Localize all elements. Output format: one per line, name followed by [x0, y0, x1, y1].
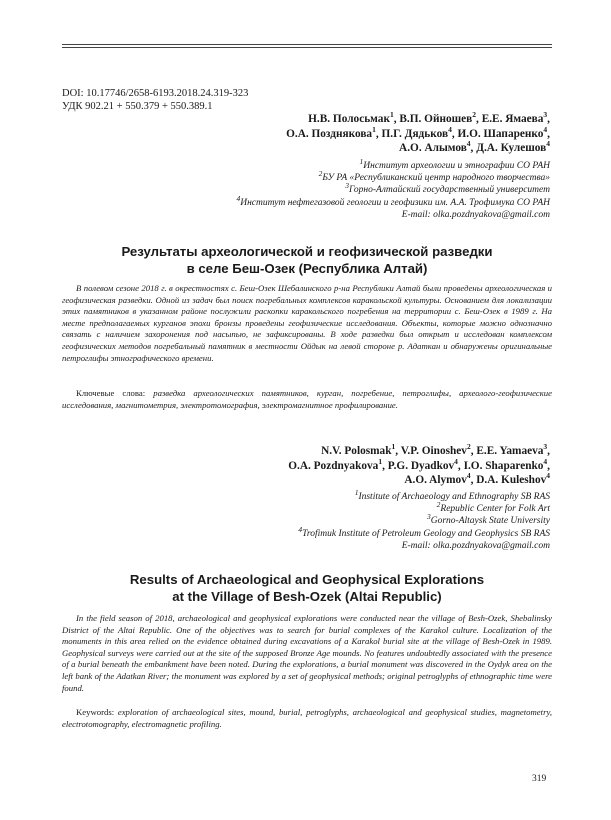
- affiliation-mark: 2: [318, 169, 323, 179]
- author-affiliation-mark: 4: [543, 456, 548, 466]
- author-affiliation-mark: 2: [466, 442, 471, 452]
- author-line: [130, 124, 550, 142]
- author-separator: ,: [382, 459, 388, 472]
- affiliation: [90, 500, 550, 515]
- author-name: Д.А. Кулешов: [476, 142, 547, 154]
- affiliation-text: Gorno-Altaysk State University: [430, 516, 550, 527]
- author-line: [130, 141, 550, 156]
- author-affiliation-mark: 4: [543, 124, 548, 134]
- contact-email[interactable]: [90, 540, 550, 552]
- affiliation-mark: 1: [354, 487, 359, 497]
- affiliation-text: Институт нефтегазовой геологии и геофизики им. А.А. Трофимука СО РАН: [240, 197, 550, 208]
- affiliation-text: Republic Center for Folk Art: [440, 504, 550, 515]
- author-affiliation-mark: 4: [466, 471, 471, 481]
- author-separator: ,: [470, 474, 477, 486]
- author-name: И.О. Шапаренко: [457, 127, 544, 140]
- author-name: П.Г. Дядьков: [381, 127, 449, 140]
- abstract-ru-text: В полевом сезоне 2018 г. в окрестностях с. Беш-Озек Шебалинского р-на Республики Алтай были проведены археологическая и геофизическая разведки. Одной из задач был поиск погребальных комплексов каракольской культуры. Основанием для локализации этих памятников в указанном районе послужили раскопки каракольского погребения на территории с. Беш-Озек в 1989 г. На месте предполагаемых курганов эпохи бронзы проведены геофизические исследования. Объекты, которые можно однозначно связать с наличием захоронения под насыпью, не зафиксированы. В ходе разведки был открыт и исследован комплексом геофизических методов погребальный памятник в местности Ойдык на левой стороне р. Адаткан и обнаружены оригинальные петроглифы этнографического времени.: [62, 283, 552, 363]
- affiliation-mark: 2: [436, 500, 441, 510]
- author-separator: ,: [547, 445, 550, 457]
- author-affiliation-mark: 1: [389, 110, 394, 120]
- affiliation: [90, 193, 550, 209]
- author-affiliation-mark: 4: [546, 139, 550, 149]
- title-en: [62, 571, 552, 605]
- affiliation-mark: 3: [345, 181, 349, 191]
- author-name: В.П. Ойношев: [399, 113, 473, 125]
- affiliations-en: [90, 487, 550, 552]
- affiliation-mark: 4: [236, 193, 241, 203]
- author-line: [130, 112, 550, 127]
- author-name: V.P. Oinoshev: [400, 445, 467, 457]
- author-separator: ,: [547, 127, 550, 140]
- affiliation-mark: 3: [426, 512, 431, 522]
- title-ru-line-2: в селе Беш-Озек (Республика Алтай): [186, 261, 428, 276]
- title-en-line-1: Results of Archaeological and Geophysical Explorations: [129, 572, 485, 587]
- page-number: 319: [532, 774, 547, 784]
- title-ru-line-1: Результаты археологической и геофизической разведки: [121, 244, 493, 259]
- doi[interactable]: DOI: 10.17746/2658-6193.2018.24.319-323: [62, 88, 249, 99]
- affiliation: [90, 169, 550, 184]
- affiliation-text: Institute of Archaeology and Ethnography SB RAS: [358, 492, 550, 502]
- affiliation-text: Горно-Алтайский государственный университет: [348, 185, 550, 196]
- author-affiliation-mark: 4: [448, 124, 452, 134]
- author-name: D.A. Kuleshov: [476, 474, 547, 486]
- keywords-ru-text: разведка археологических памятников, курган, погребение, петроглифы, археолого-геофизические исследования, магнитометрия, электротомография, электромагнитное профилирование.: [62, 388, 552, 410]
- keywords-ru-label: Ключевые слова:: [76, 388, 154, 398]
- affiliation-text: E-mail: olka.pozdnyakova@gmail.com: [401, 209, 550, 220]
- author-separator: ,: [375, 127, 382, 140]
- header-rule-top: [62, 44, 552, 45]
- title-en-line-2: at the Village of Besh-Ozek (Altai Republic): [172, 589, 442, 604]
- affiliations-ru: [90, 156, 550, 221]
- author-affiliation-mark: 1: [378, 456, 383, 466]
- author-affiliation-mark: 4: [454, 456, 458, 466]
- affiliation-text: E-mail: olka.pozdnyakova@gmail.com: [401, 540, 550, 551]
- keywords-en-text: exploration of archaeological sites, mound, burial, petroglyphs, archaeological and geophysical studies, magnetometry, electrotomography, electromagnetic profiling.: [62, 707, 553, 729]
- author-name: Н.В. Полосьмак: [308, 113, 390, 125]
- author-separator: ,: [393, 113, 400, 125]
- author-separator: ,: [395, 445, 401, 457]
- contact-email[interactable]: [90, 209, 550, 221]
- affiliation-text: Trofimuk Institute of Petroleum Geology and Geophysics SB RAS: [302, 528, 550, 539]
- keywords-ru: [62, 388, 552, 411]
- affiliation: [90, 181, 550, 196]
- author-name: E.E. Yamaeva: [476, 445, 544, 457]
- affiliation-mark: 4: [298, 524, 303, 534]
- author-separator: ,: [451, 127, 458, 140]
- title-ru: [62, 243, 552, 277]
- author-separator: ,: [457, 459, 464, 472]
- author-name: Е.Е. Ямаева: [481, 113, 544, 125]
- author-line: [130, 473, 550, 488]
- header-rule-bottom: [62, 47, 552, 48]
- author-affiliation-mark: 4: [546, 471, 550, 481]
- author-name: P.G. Dyadkov: [387, 459, 455, 472]
- affiliation: [90, 487, 550, 503]
- author-line: [130, 456, 550, 474]
- authors-ru: [130, 112, 550, 156]
- author-affiliation-mark: 3: [543, 442, 548, 452]
- author-separator: ,: [470, 142, 477, 154]
- author-name: I.O. Shaparenko: [463, 459, 544, 472]
- author-name: А.О. Алымов: [399, 142, 467, 154]
- author-affiliation-mark: 1: [372, 124, 376, 134]
- abstract-en-text: In the field season of 2018, archaeological and geophysical explorations were conducted near the village of Besh-Ozek, Shebalinsky District of the Altai Republic. One of the objectives was to search for burial complexes of the Karakol culture. Localization of the monuments in this area relied on the evidence obtained during excavations of a Karakol burial site at the village of Besh-Ozek in 1989. Geophysical surveys were carried out at the site of the supposed Bronze Age mounds. No features undoubtedly associated with the presence of a burial beneath the embankment have been noted. During the explorations, a burial monument was discovered in the Oydyk area on the left bank of the Adatkan River; the monument was explored by a set of geophysical methods; original petroglyphs of ethnographic time were found.: [62, 613, 552, 693]
- article-meta: [62, 87, 248, 113]
- author-name: N.V. Polosmak: [321, 445, 392, 457]
- affiliation: [90, 524, 550, 540]
- author-affiliation-mark: 4: [466, 139, 471, 149]
- author-name: O.A. Pozdnyakova: [288, 459, 379, 472]
- author-affiliation-mark: 3: [543, 110, 548, 120]
- author-name: A.O. Alymov: [404, 474, 467, 486]
- author-line: [130, 444, 550, 459]
- author-affiliation-mark: 1: [391, 442, 396, 452]
- abstract-ru: [62, 283, 552, 364]
- author-name: О.А. Позднякова: [286, 127, 373, 140]
- author-affiliation-mark: 2: [472, 110, 477, 120]
- author-separator: ,: [470, 445, 477, 457]
- udc-code: УДК 902.21 + 550.379 + 550.389.1: [62, 101, 213, 112]
- authors-en: [130, 444, 550, 488]
- author-separator: ,: [547, 113, 550, 125]
- affiliation-mark: 1: [359, 156, 364, 166]
- affiliation: [90, 512, 550, 527]
- affiliation-text: Институт археологии и этнографии СО РАН: [363, 161, 550, 171]
- keywords-en: [62, 707, 552, 730]
- author-separator: ,: [547, 459, 550, 472]
- affiliation-text: БУ РА «Республиканский центр народного творчества»: [322, 173, 550, 184]
- author-separator: ,: [476, 113, 482, 125]
- keywords-en-label: Keywords:: [76, 707, 118, 717]
- abstract-en: [62, 613, 552, 694]
